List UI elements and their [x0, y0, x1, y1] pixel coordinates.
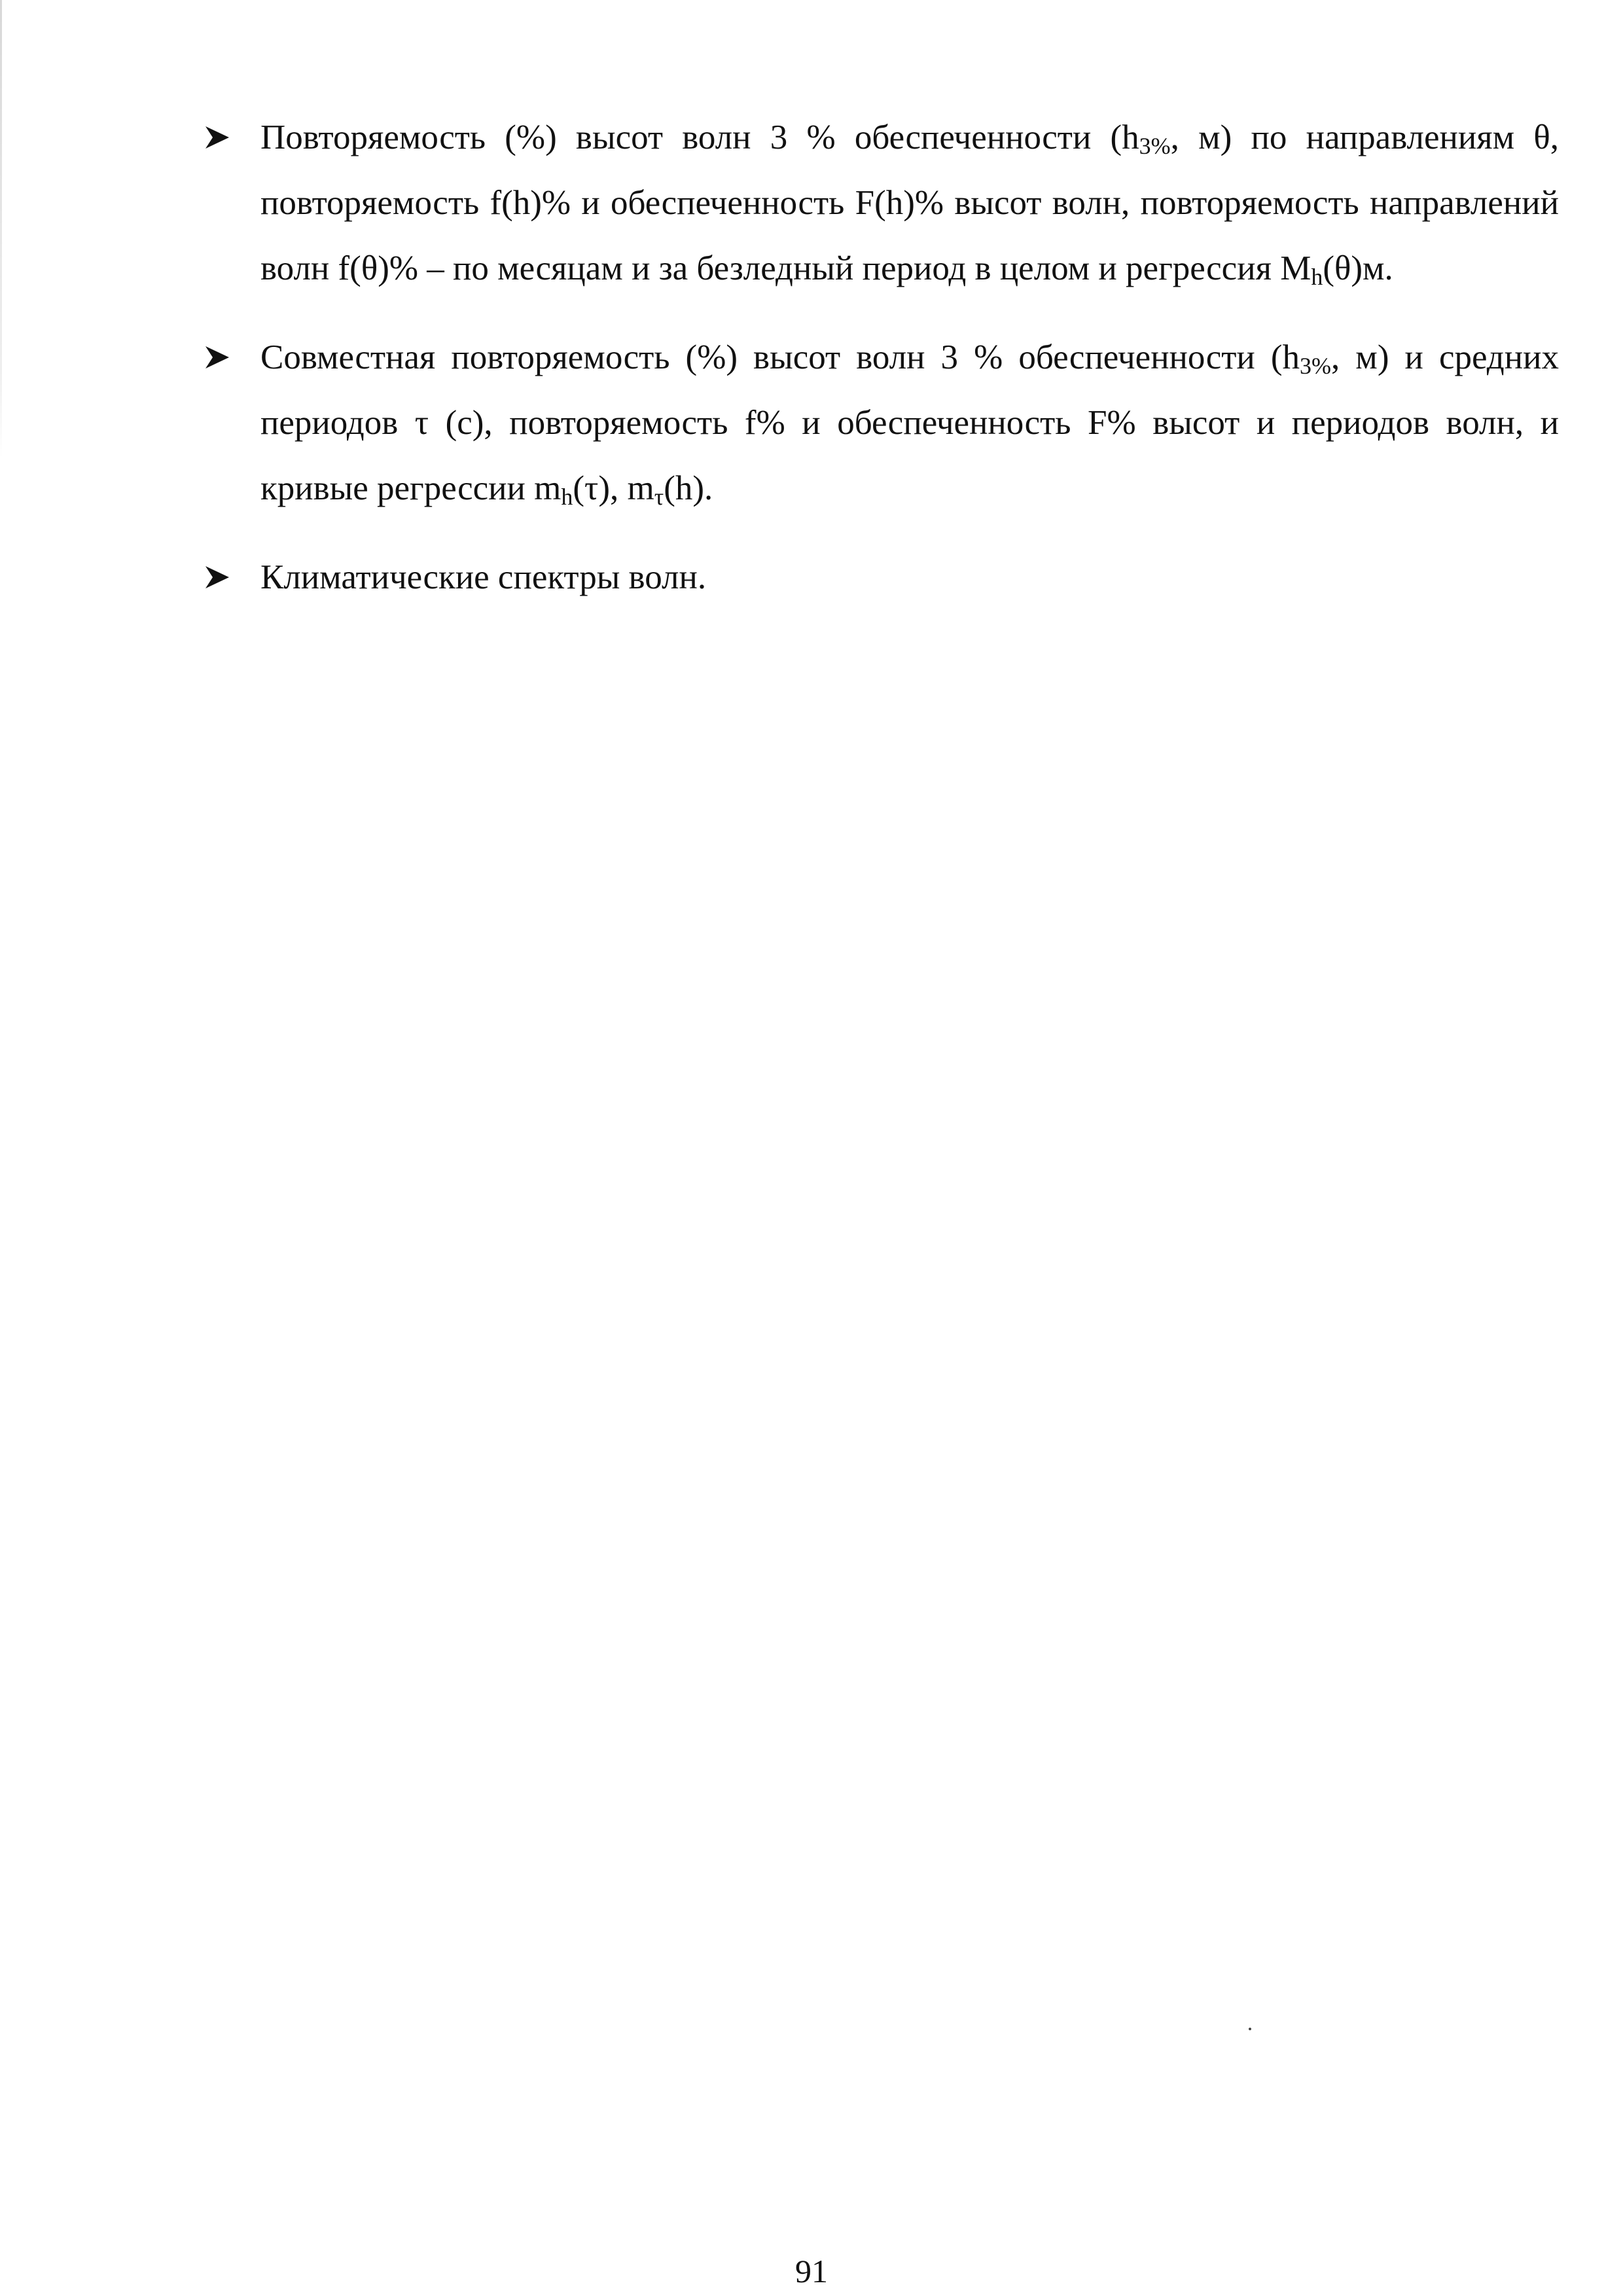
bullet-text: Климатические спектры волн. [260, 558, 707, 596]
bullet-item-joint-repeatability [204, 325, 1559, 521]
bullet-text-part: , м) по направлениям θ, повторяемость f(h)% и обеспеченность F(h)% высот волн, повторяемость направлений волн f(θ)% – по месяцам и за безледный период в целом и регрессия M [260, 118, 1559, 287]
bullet-text-part: Повторяемость (%) высот волн 3 % обеспеченности (h [260, 118, 1139, 156]
bullet-list [204, 105, 1559, 634]
bullet-text-part: (τ), m [573, 469, 654, 507]
subscript: τ [654, 484, 664, 510]
arrowhead-bullet-icon [204, 564, 230, 590]
bullet-item-wave-height-repeatability [204, 105, 1559, 301]
page-number: 91 [795, 2253, 828, 2289]
subscript: h [561, 484, 573, 510]
scan-speck [1249, 2028, 1251, 2030]
arrowhead-bullet-icon [204, 344, 230, 370]
bullet-text-part: Совместная повторяемость (%) высот волн 3 % обеспеченности (h [260, 338, 1300, 376]
scan-edge-shadow [0, 0, 2, 458]
subscript: 3% [1139, 133, 1171, 159]
bullet-item-wave-spectra [204, 545, 1559, 610]
arrowhead-bullet-icon [204, 124, 230, 151]
subscript: 3% [1300, 353, 1331, 379]
subscript: h [1311, 264, 1323, 290]
bullet-text-part: (θ)м. [1323, 249, 1393, 287]
bullet-text-part: , м) и средних периодов τ (с), повторяемость f% и обеспеченность F% высот и периодов волн, и кривые регрессии m [260, 338, 1560, 507]
bullet-text-part: (h). [664, 469, 713, 507]
